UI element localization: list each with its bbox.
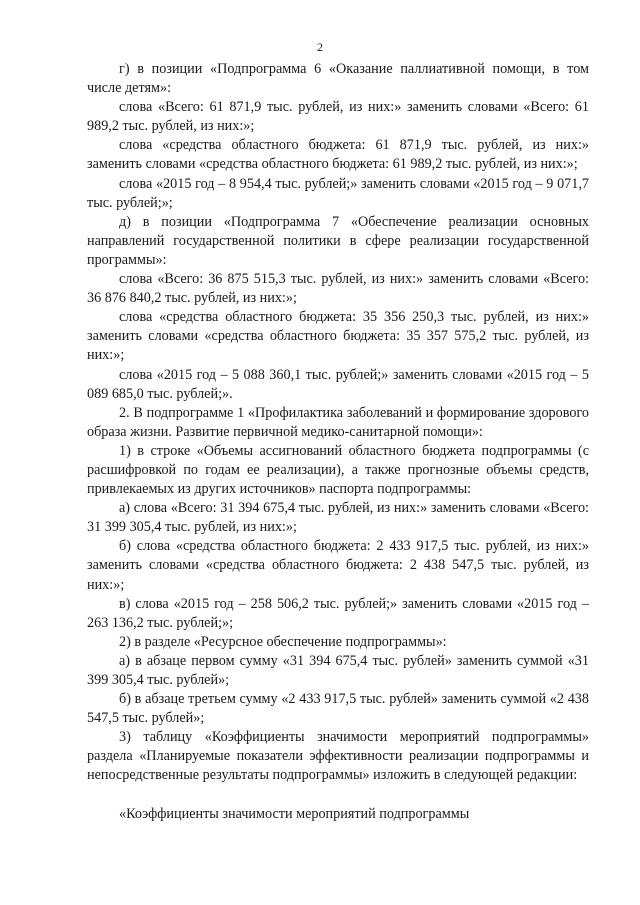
paragraph: слова «2015 год – 5 088 360,1 тыс. рублей;» заменить словами «2015 год – 5 089 685,0 тыс. рублей;». <box>87 366 589 402</box>
table-heading: «Коэффициенты значимости мероприятий подпрограммы <box>119 805 470 822</box>
paragraph: 2) в разделе «Ресурсное обеспечение подпрограммы»: <box>119 633 447 650</box>
paragraph: 1) в строке «Объемы ассигнований областного бюджета подпрограммы (с расшифровкой по годам ее реализации), а также прогнозные объемы средств, привлекаемых из других источников» паспорта подпрограммы: <box>87 442 589 498</box>
paragraph: а) слова «Всего: 31 394 675,4 тыс. рублей, из них:» заменить словами «Всего: 31 399 305,4 тыс. рублей, из них:»; <box>87 500 589 536</box>
paragraph: слова «Всего: 61 871,9 тыс. рублей, из них:» заменить словами «Всего: 61 989,2 тыс. рублей, из них:»; <box>87 99 589 135</box>
page-number: 2 <box>317 40 323 54</box>
paragraph: слова «средства областного бюджета: 61 871,9 тыс. рублей, из них:» заменить словами «средства областного бюджета: 61 989,2 тыс. рублей, из них:»; <box>87 137 589 173</box>
paragraph: 2. В подпрограмме 1 «Профилактика заболеваний и формирование здорового образа жизни. Развитие первичной медико-санитарной помощи»: <box>87 404 589 440</box>
paragraph: слова «2015 год – 8 954,4 тыс. рублей;» заменить словами «2015 год – 9 071,7 тыс. рублей;»; <box>87 175 589 211</box>
paragraph: в) слова «2015 год – 258 506,2 тыс. рублей;» заменить словами «2015 год – 263 136,2 тыс. рублей;»; <box>87 595 589 631</box>
paragraph: б) слова «средства областного бюджета: 2 433 917,5 тыс. рублей, из них:» заменить словами «средства областного бюджета: 2 438 547,5 тыс. рублей, из них:»; <box>87 538 589 593</box>
paragraph: г) в позиции «Подпрограмма 6 «Оказание паллиативной помощи, в том числе детям»: <box>87 61 589 97</box>
paragraph: а) в абзаце первом сумму «31 394 675,4 тыс. рублей» заменить суммой «31 399 305,4 тыс. рублей»; <box>87 652 589 688</box>
document-body <box>87 60 589 824</box>
paragraph: б) в абзаце третьем сумму «2 433 917,5 тыс. рублей» заменить суммой «2 438 547,5 тыс. рублей»; <box>87 691 589 727</box>
paragraph: 3) таблицу «Коэффициенты значимости мероприятий подпрограммы» раздела «Планируемые показатели эффективности реализации подпрограммы и непосредственные результаты подпрограммы» изложить в следующей редакции: <box>87 729 589 784</box>
paragraph: д) в позиции «Подпрограмма 7 «Обеспечение реализации основных направлений государственной политики в сфере реализации государственной программы»: <box>87 213 589 268</box>
paragraph: слова «Всего: 36 875 515,3 тыс. рублей, из них:» заменить словами «Всего: 36 876 840,2 тыс. рублей, из них:»; <box>87 271 589 307</box>
paragraph: слова «средства областного бюджета: 35 356 250,3 тыс. рублей, из них:» заменить словами «средства областного бюджета: 35 357 575,2 тыс. рублей, из них:»; <box>87 309 589 364</box>
